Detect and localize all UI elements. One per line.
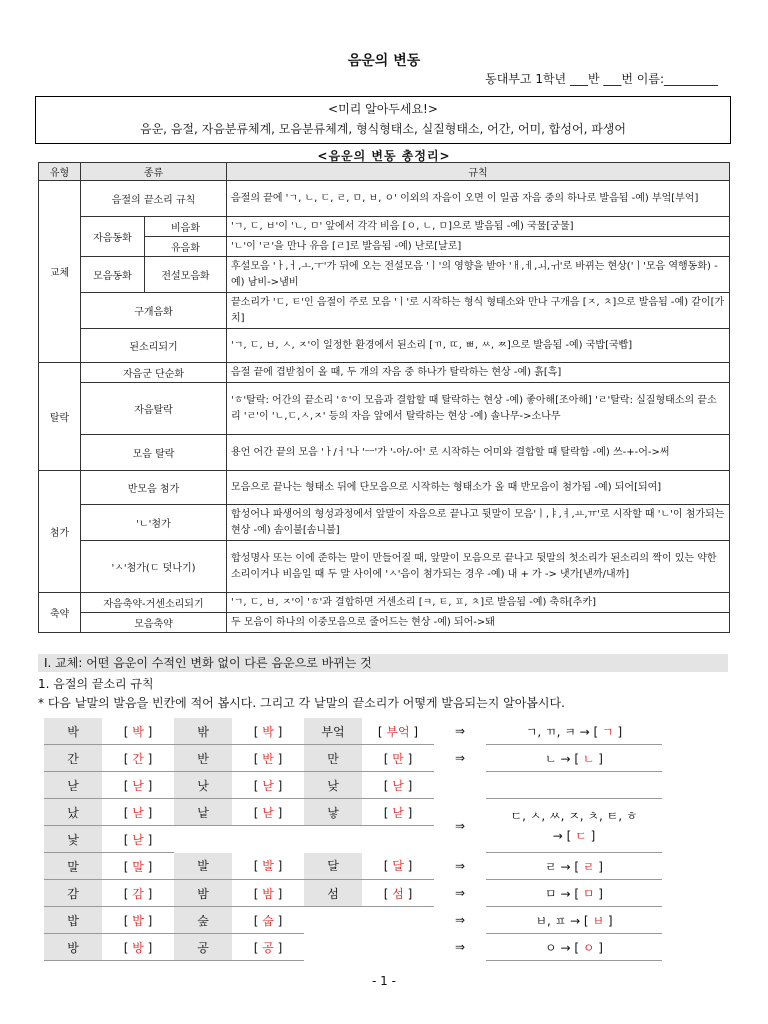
word-cell: 밖 xyxy=(174,718,232,745)
answer-cell: [ 간 ] xyxy=(102,745,174,772)
rule-cell: 두 모음이 하나의 이중모음으로 줄어드는 현상 -예) 되어->돼 xyxy=(227,613,730,633)
table-row xyxy=(39,217,730,237)
table-row xyxy=(39,613,730,633)
word-cell: 숲 xyxy=(174,907,232,934)
table-row xyxy=(39,329,730,363)
table-row xyxy=(39,435,730,471)
word-cell: 박 xyxy=(44,718,102,745)
arrow-icon: ⇒ xyxy=(454,859,466,873)
result-cell: ㄱ, ㄲ, ㅋ → [ ㄱ ] xyxy=(486,718,662,745)
answer-cell: [ 밥 ] xyxy=(102,907,174,934)
result-cell: ㅇ → [ ㅇ ] xyxy=(486,934,662,961)
answer-cell: [ 공 ] xyxy=(232,934,304,961)
spacer xyxy=(486,772,662,799)
word-cell: 났 xyxy=(44,799,102,826)
kind-cell: 모음축약 xyxy=(81,613,227,633)
kind-cell: 자음탈락 xyxy=(81,383,227,435)
kind-cell: 'ㄴ'첨가 xyxy=(81,505,227,541)
type-cell: 첨가 xyxy=(39,471,81,593)
kind-cell: 모음 탈락 xyxy=(81,435,227,471)
word-cell: 낱 xyxy=(174,799,232,826)
spacer xyxy=(434,772,486,799)
answer-cell: [ 박 ] xyxy=(232,718,304,745)
arrow-icon: ⇒ xyxy=(454,818,466,833)
rule-cell: 합성명사 또는 이에 준하는 말이 만들어질 때, 앞말이 모음으로 끝나고 뒷말의 첫소리가 된소리의 짝이 있는 약한 소리이거나 비음일 때 두 말 사이에 'ㅅ'음이 첨가되는 경우 -예) 내 + 가 -> 냇가[낻까/내까] xyxy=(227,541,730,593)
kind-cell: 'ㅅ'첨가(ㄷ 덧나기) xyxy=(81,541,227,593)
answer-cell: [ 낟 ] xyxy=(362,799,434,826)
rule-cell: 후설모음 'ㅏ,ㅓ,ㅗ,ㅜ'가 뒤에 오는 전설모음 'ㅣ'의 영향을 받아 'ㅐ,ㅔ,ㅚ,ㅟ'로 바뀌는 현상('ㅣ'모음 역행동화) -예) 남비->냄비 xyxy=(227,257,730,293)
result-cell: ㅂ, ㅍ → [ ㅂ ] xyxy=(486,907,662,934)
table-row xyxy=(39,257,730,293)
word-cell: 섬 xyxy=(304,880,362,907)
table-row xyxy=(39,363,730,383)
exercise-table xyxy=(44,718,662,961)
rule-cell: 용언 어간 끝의 모음 'ㅏ/ㅓ'나 'ㅡ'가 '-아/-어' 로 시작하는 어미와 결합할 때 탈락함 -예) 쓰-+-어->써 xyxy=(227,435,730,471)
kind-cell: 자음군 단순화 xyxy=(81,363,227,383)
word-cell: 공 xyxy=(174,934,232,961)
rule-cell: 'ㄱ, ㄷ, ㅂ'이 'ㄴ, ㅁ' 앞에서 각각 비음 [ㅇ, ㄴ, ㅁ]으로 발음됨 -예) 국물[궁물] xyxy=(227,217,730,237)
table-row xyxy=(44,907,662,934)
rule-cell: 합성어나 파생어의 형성과정에서 앞말이 자음으로 끝나고 뒷말이 모음'ㅣ,ㅑ,ㅕ,ㅛ,ㅠ'로 시작할 때 'ㄴ'이 첨가되는 현상 -예) 솜이불[솜니불] xyxy=(227,505,730,541)
answer-cell: [ 낟 ] xyxy=(362,772,434,799)
page-title: 음운의 변동 xyxy=(347,53,421,69)
table-row xyxy=(44,745,662,772)
rule-cell: 'ㄱ, ㄷ, ㅂ, ㅅ, ㅈ'이 일정한 환경에서 된소리 [ㄲ, ㄸ, ㅃ, ㅆ, ㅉ]으로 발음됨 -예) 국밥[국빱] xyxy=(227,329,730,363)
header-rule: 규칙 xyxy=(227,163,730,181)
answer-cell: [ 낟 ] xyxy=(102,826,174,853)
rule-cell: 'ㄴ'이 'ㄹ'을 만나 유음 [ㄹ]로 발음됨 -예) 난로[날로] xyxy=(227,237,730,257)
result-cell: ㄴ → [ ㄴ ] xyxy=(486,745,662,772)
answer-cell: [ 낟 ] xyxy=(102,799,174,826)
answer-cell: [ 숩 ] xyxy=(232,907,304,934)
group-cell: 자음동화 xyxy=(81,217,145,257)
kind-cell: 음절의 끝소리 규칙 xyxy=(81,181,227,217)
word-cell: 발 xyxy=(174,853,232,880)
word-cell: 낫 xyxy=(174,772,232,799)
arrow-icon: ⇒ xyxy=(454,886,466,900)
header-type: 유형 xyxy=(39,163,81,181)
table-row xyxy=(39,593,730,613)
subsection-title: 1. 음절의 끝소리 규칙 xyxy=(38,677,154,691)
answer-cell: [ 낟 ] xyxy=(232,799,304,826)
word-cell: 달 xyxy=(304,853,362,880)
answer-cell: [ 낟 ] xyxy=(232,772,304,799)
word-cell: 밥 xyxy=(44,907,102,934)
table-row xyxy=(44,880,662,907)
spacer xyxy=(304,907,434,934)
table-row xyxy=(39,181,730,217)
rule-cell: 음절 끝에 겹받침이 올 때, 두 개의 자음 중 하나가 탈락하는 현상 -예) 흙[흑] xyxy=(227,363,730,383)
kind-cell: 전설모음화 xyxy=(145,257,227,293)
word-cell: 낳 xyxy=(304,799,362,826)
kind-cell: 유음화 xyxy=(145,237,227,257)
rule-cell: 음절의 끝에 'ㄱ, ㄴ, ㄷ, ㄹ, ㅁ, ㅂ, ㅇ' 이외의 자음이 오면 이 일곱 자음 중의 하나로 발음됨 -예) 부엌[부억] xyxy=(227,181,730,217)
kind-cell: 구개음화 xyxy=(81,293,227,329)
table-row xyxy=(39,383,730,435)
word-cell: 부엌 xyxy=(304,718,362,745)
table-row xyxy=(39,293,730,329)
spacer xyxy=(174,826,434,853)
preview-terms: 음운, 음절, 자음분류체계, 모음분류체계, 형식형태소, 실질형태소, 어간, 어미, 합성어, 파생어 xyxy=(140,122,626,136)
kind-cell: 된소리되기 xyxy=(81,329,227,363)
word-cell: 감 xyxy=(44,880,102,907)
word-cell: 말 xyxy=(44,853,102,880)
answer-cell: [ 낟 ] xyxy=(102,772,174,799)
page-number: - 1 - xyxy=(372,974,396,988)
kind-cell: 자음축약-거센소리되기 xyxy=(81,593,227,613)
rule-cell: 'ㄱ, ㄷ, ㅂ, ㅈ'이 'ㅎ'과 결합하면 거센소리 [ㅋ, ㅌ, ㅍ, ㅊ]로 발음됨 -예) 축하[추카] xyxy=(227,593,730,613)
arrow-icon: ⇒ xyxy=(454,724,466,739)
word-cell: 반 xyxy=(174,745,232,772)
table-row xyxy=(39,471,730,505)
rule-cell: 'ㅎ'탈락: 어간의 끝소리 'ㅎ'이 모음과 결합할 때 탈락하는 현상 -예) 좋아해[조아해] 'ㄹ'탈락: 실질형태소의 끝소리 'ㄹ'이 'ㄴ,ㄷ,ㅅ,ㅈ' 등의 자음 앞에서 탈락하는 현상 -예) 솔나무->소나무 xyxy=(227,383,730,435)
answer-cell: [ 박 ] xyxy=(102,718,174,745)
spacer xyxy=(304,934,434,961)
table-row xyxy=(44,799,662,826)
summary-title: <음운의 변동 총정리> xyxy=(317,149,451,163)
result-cell: ㅁ → [ ㅁ ] xyxy=(486,880,662,907)
answer-cell: [ 달 ] xyxy=(362,853,434,880)
preview-heading: <미리 알아두세요!> xyxy=(328,102,438,116)
rule-cell: 모음으로 끝나는 형태소 뒤에 단모음으로 시작하는 형태소가 올 때 반모음이 첨가됨 -예) 되어[되여] xyxy=(227,471,730,505)
group-cell: 모음동화 xyxy=(81,257,145,293)
word-cell: 밤 xyxy=(174,880,232,907)
word-cell: 간 xyxy=(44,745,102,772)
arrow-icon: ⇒ xyxy=(454,751,466,765)
answer-cell: [ 부억 ] xyxy=(362,718,434,745)
kind-cell: 반모음 첨가 xyxy=(81,471,227,505)
kind-cell: 비음화 xyxy=(145,217,227,237)
answer-cell: [ 섬 ] xyxy=(362,880,434,907)
summary-table xyxy=(38,162,730,633)
answer-cell: [ 만 ] xyxy=(362,745,434,772)
table-row xyxy=(39,541,730,593)
arrow-icon: ⇒ xyxy=(454,940,466,954)
answer-cell: [ 발 ] xyxy=(232,853,304,880)
word-cell: 방 xyxy=(44,934,102,961)
table-row xyxy=(39,505,730,541)
instruction-text: * 다음 낱말의 발음을 빈칸에 적어 봅시다. 그리고 각 낱말의 끝소리가 어떻게 발음되는지 알아봅시다. xyxy=(38,696,565,710)
word-cell: 낟 xyxy=(44,772,102,799)
answer-cell: [ 감 ] xyxy=(102,880,174,907)
result-cell: ㄷ, ㅅ, ㅆ, ㅈ, ㅊ, ㅌ, ㅎ → [ ㄷ ] xyxy=(486,799,662,853)
table-row xyxy=(44,772,662,799)
arrow-icon: ⇒ xyxy=(454,913,466,927)
section-heading: Ⅰ. 교체: 어떤 음운이 수적인 변화 없이 다른 음운으로 바뀌는 것 xyxy=(38,654,728,672)
table-row xyxy=(44,934,662,961)
rule-cell: 끝소리가 'ㄷ, ㅌ'인 음절이 주로 모음 'ㅣ'로 시작하는 형식 형태소와 만나 구개음 [ㅈ, ㅊ]으로 발음됨 -예) 같이[가치] xyxy=(227,293,730,329)
student-info: 동대부고 1학년 ___반 ___번 이름:_________ xyxy=(485,72,718,86)
answer-cell: [ 말 ] xyxy=(102,853,174,880)
answer-cell: [ 밤 ] xyxy=(232,880,304,907)
word-cell: 낮 xyxy=(304,772,362,799)
type-cell: 탈락 xyxy=(39,363,81,471)
table-row xyxy=(44,853,662,880)
table-row xyxy=(44,718,662,745)
result-cell: ㄹ → [ ㄹ ] xyxy=(486,853,662,880)
type-cell: 축약 xyxy=(39,593,81,633)
header-kind: 종류 xyxy=(81,163,227,181)
table-header-row xyxy=(39,163,730,181)
word-cell: 낯 xyxy=(44,826,102,853)
preview-box xyxy=(35,96,731,144)
type-cell: 교체 xyxy=(39,181,81,363)
answer-cell: [ 방 ] xyxy=(102,934,174,961)
word-cell: 만 xyxy=(304,745,362,772)
answer-cell: [ 반 ] xyxy=(232,745,304,772)
